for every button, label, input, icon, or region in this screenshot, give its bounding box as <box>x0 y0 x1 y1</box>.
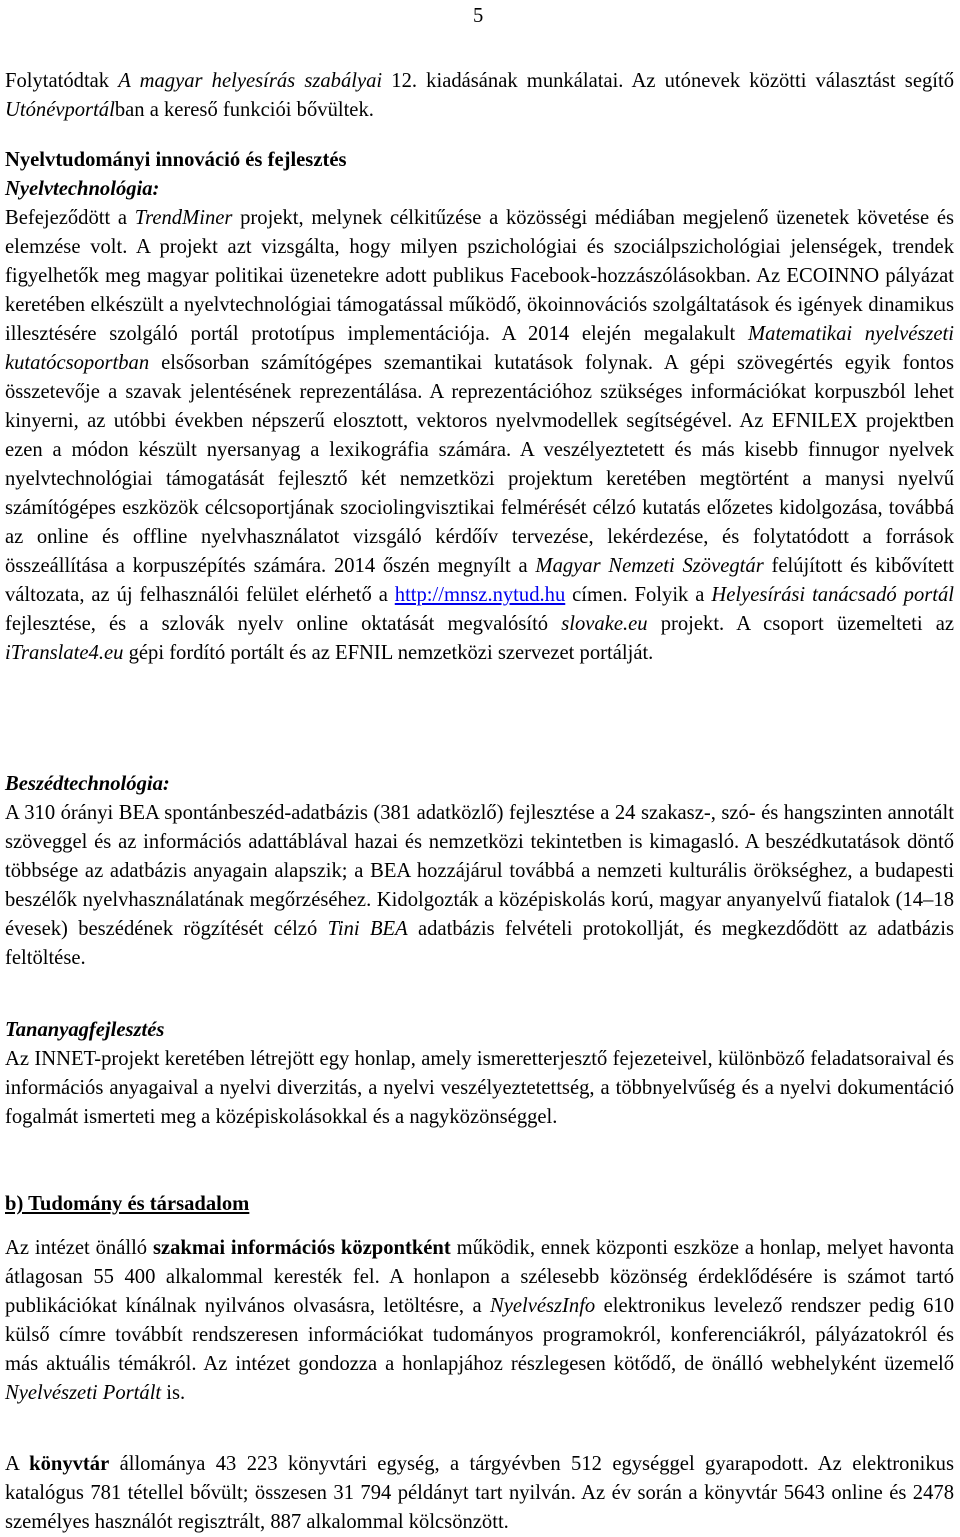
speech-text-1: A 310 órányi BEA spontánbeszéd-adatbázis (381 adatközlő) fejlesztése a 24 szakasz-, szó- és hangszinten annotált szöveggel és az információs adattáblával hazai és nemzetközi tekintetben is kimagasló. A beszédkutatások döntő többsége az adatbázis anyagain alapszik; a BEA hozzájárul továbbá a nemzeti kulturális örökséghez, a budapesti beszélők nyelvhasználatának megőrzéséhez. Kidolgozták a középiskolás korú, magyar anyanyelvű fiatalok (14–18 évesek) beszédének rögzítését célzó <box>5 802 954 940</box>
intro-italic-2: Utónévportál <box>5 99 115 121</box>
science-society-heading: b) Tudomány és társadalom <box>5 1193 250 1215</box>
library-bold-1: könyvtár <box>29 1453 110 1475</box>
innovation-italic-5: slovake.eu <box>561 613 648 635</box>
speech-technology-heading: Beszédtechnológia: <box>5 773 170 795</box>
library-text-1: A <box>5 1453 30 1475</box>
speech-paragraph <box>5 799 954 973</box>
innovation-italic-3: Magyar Nemzeti Szövegtár <box>535 555 764 577</box>
curriculum-paragraph: Az INNET-projekt keretében létrejött egy honlap, amely ismeretterjesztő fejezeteivel, különböző feladatsoraival és információs anyagaival a nyelvi diverzitás, a nyelvi veszélyeztetettség, a többnyelvűség és a nyelvi dokumentáció fogalmát ismerteti meg a középiskolásokkal és a nagyközönséggel. <box>5 1048 954 1128</box>
science-italic-2: Nyelvészeti Portált <box>5 1382 162 1404</box>
science-text-1: Az intézet önálló <box>5 1237 153 1259</box>
speech-text-2: adatbázis felvételi protokollját, és megkezdődött az adatbázis feltöltése. <box>5 918 954 969</box>
innovation-text-8: gépi fordító portált és az EFNIL nemzetközi szervezet portálját. <box>123 642 654 664</box>
library-text-2: állománya 43 223 könyvtári egység, a tárgyévben 512 egységgel gyarapodott. Az elektronikus katalógus 781 tétellel bővült; összesen 31 794 példányt tart nyilván. Az év során a könyvtár 5643 online és 2478 személyes használót regisztrált, 887 alkalommal kölcsönzött. <box>5 1453 954 1533</box>
innovation-paragraph <box>5 204 954 668</box>
innovation-text-6: fejlesztése, és a szlovák nyelv online oktatását megvalósító <box>5 613 562 635</box>
page-number: 5 <box>473 5 484 27</box>
intro-text-2: 12. kiadásának munkálatai. Az utónevek közötti választást segítő <box>382 70 954 92</box>
innovation-text-1: Befejeződött a <box>5 207 135 229</box>
innovation-text-2: projekt, melynek célkitűzése a közösségi médiában megjelenő üzenetek követése és elemzése volt. A projekt azt vizsgálta, hogy milyen pszichológiai és szociálpszichológiai jelenségek, trendek figyelhetők meg magyar politikai üzenetekre adott publikus Facebook-hozzászólásokban. Az ECOINNO pályázat keretében elkészült a nyelvtechnológiai támogatással működő, ökoinnovációs szolgáltatások és igények dinamikus illesztésére szolgáló portál prototípus implementációja. A 2014 elején megalakult <box>5 207 954 345</box>
science-bold-1: szakmai információs központként <box>152 1237 451 1259</box>
intro-text-1: Folytatódtak <box>5 70 119 92</box>
speech-italic-1: Tini BEA <box>327 918 408 940</box>
language-technology-subheading: Nyelvtechnológia: <box>5 178 160 200</box>
science-italic-1: NyelvészInfo <box>490 1295 596 1317</box>
curriculum-section <box>5 1016 954 1132</box>
innovation-text-4: felújított és kibővített változata, az új felhasználói felület elérhető a <box>5 555 955 606</box>
intro-text-3: ban a kereső funkciói bővültek. <box>114 99 374 121</box>
innovation-text-7: projekt. A csoport üzemelteti az <box>647 613 954 635</box>
innovation-italic-2: Matematikai nyelvészeti kutatócsoportban <box>5 323 954 374</box>
speech-section <box>5 770 954 973</box>
innovation-text-3: elsősorban számítógépes szemantikai kutatások folynak. A gépi szövegértés egyik fontos összetevője a szavak jelentésének reprezentálása. A reprezentációhoz szükséges információkat korpuszból lehet kinyerni, az utóbbi években népszerű elosztott, vektoros nyelvmodellek segítségével. Az EFNILEX projektben ezen a módon készült nyersanyag a lexikográfia számára. A veszélyeztetett és más kisebb finnugor nyelvek nyelvtechnológiai támogatását fejlesztő két nemzetközi projektum keretében megtörtént a manysi nyelvű számítógépes eszközök célcsoportjának szociolingvisztikai felmérését célzó kutatás előzetes kidolgozása, továbbá az online és offline nyelvhasználatot vizsgáló kérdőív tervezése, lekérdezése, és folytatódott a források összeállítása a korpuszépítés számára. 2014 őszén megnyílt a <box>5 352 954 577</box>
innovation-italic-1: TrendMiner <box>134 207 233 229</box>
science-text-2: működik, ennek központi eszköze a honlap, melyet havonta átlagosan 55 400 alkalommal keresték fel. A honlapon a szélesebb közönség érdeklődésére is számot tartó publikációkat kínálnak nyilvános olvasásra, letöltésre, a <box>5 1237 954 1317</box>
science-text-3: elektronikus levelező rendszer pedig 610 külső címre továbbít rendszeresen információkat tudományos programokról, konferenciákról, pályázatokról és más aktuális témákról. Az intézet gondozza a honlapjához részlegesen kötődő, de önálló webhelyként üzemelő <box>5 1295 954 1375</box>
intro-italic-1: A magyar helyesírás szabályai <box>118 70 383 92</box>
innovation-italic-6: iTranslate4.eu <box>5 642 124 664</box>
mnsz-link[interactable]: http://mnsz.nytud.hu <box>394 584 566 606</box>
science-society-section <box>5 1190 954 1408</box>
science-text-4: is. <box>161 1382 186 1404</box>
intro-paragraph <box>5 67 954 125</box>
science-society-paragraph <box>5 1234 954 1408</box>
innovation-heading: Nyelvtudományi innováció és fejlesztés <box>5 149 347 171</box>
innovation-text-5: címen. Folyik a <box>565 584 712 606</box>
library-paragraph <box>5 1450 954 1537</box>
innovation-italic-4: Helyesírási tanácsadó portál <box>711 584 954 606</box>
curriculum-heading: Tananyagfejlesztés <box>5 1019 165 1041</box>
innovation-section <box>5 146 954 668</box>
